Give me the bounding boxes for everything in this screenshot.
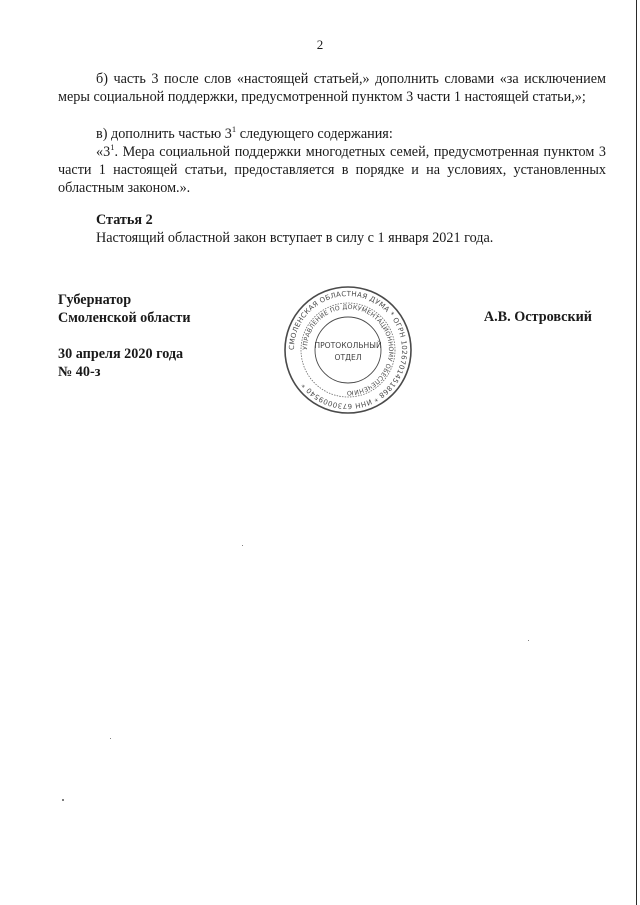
official-stamp	[283, 285, 413, 415]
amendment-b-text: б) часть 3 после слов «настоящей статьей,» дополнить словами «за исключением меры социальной поддержки, предусмотренной пунктом 3 части 1 настоящей статьи,»;	[58, 71, 606, 105]
amendment-b-paragraph	[58, 70, 606, 106]
signatory-position-line2: Смоленской области	[58, 310, 191, 326]
stamp-center-line2: ОТДЕЛ	[334, 353, 362, 362]
stamp-outer-ring-text: СМОЛЕНСКАЯ ОБЛАСТНАЯ ДУМА * ОГРН 1026701451868 * ИНН 6730009540 *	[287, 289, 409, 411]
stamp-inner-ring-text: УПРАВЛЕНИЕ ПО ДОКУМЕНТАЦИОННОМУ ОБЕСПЕЧЕНИЮ	[301, 303, 395, 397]
signatory-name: А.В. Островский	[483, 309, 592, 325]
amendment-v-paragraph	[58, 125, 606, 143]
article-2-title: Статья 2	[96, 212, 153, 228]
new-part-sup: 1	[110, 142, 115, 152]
scan-speck	[242, 545, 243, 546]
amendment-v-prefix: в) дополнить частью 3	[96, 126, 232, 142]
new-part-text: . Мера социальной поддержки многодетных семей, предусмотренная пунктом 3 части 1 настоящей статьи, предоставляется в порядке и на условиях, установленных областным законом.».	[58, 144, 606, 196]
scan-speck	[62, 799, 64, 801]
amendment-v-line	[58, 125, 606, 143]
signatory-position-line1: Губернатор	[58, 292, 132, 308]
page-number: 2	[316, 37, 324, 52]
new-part-paragraph	[58, 143, 606, 197]
law-date-block	[58, 345, 183, 381]
signatory-position	[58, 291, 191, 327]
stamp-inner-circle	[315, 317, 381, 383]
article-2-text: Настоящий областной закон вступает в силу с 1 января 2021 года.	[96, 230, 494, 246]
amendment-v-sup: 1	[231, 124, 237, 134]
article-2-block	[58, 211, 618, 247]
page-edge-line	[636, 0, 637, 905]
law-date: 30 апреля 2020 года	[58, 346, 184, 362]
scan-speck	[110, 738, 111, 739]
amendment-v-suffix: следующего содержания:	[236, 126, 393, 142]
new-part-prefix: «3	[96, 144, 111, 160]
stamp-center-line1: ПРОТОКОЛЬНЫЙ	[314, 341, 382, 350]
scan-speck	[528, 640, 529, 641]
new-part-line	[58, 143, 606, 197]
law-number: № 40-з	[58, 364, 101, 380]
